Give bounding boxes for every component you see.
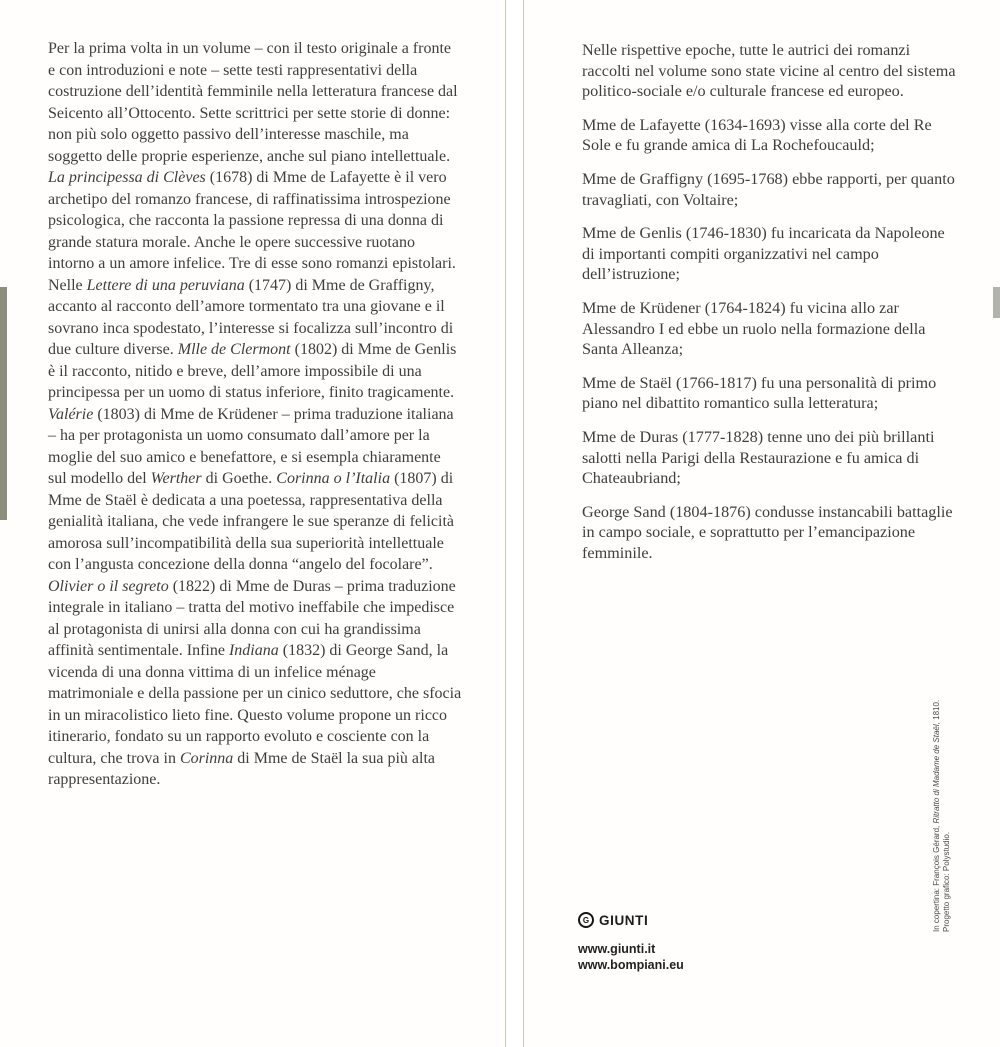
paragraph: Mme de Graffigny (1695-1768) ebbe rapporti, per quanto travagliati, con Voltaire; bbox=[582, 169, 955, 209]
left-flap-text bbox=[48, 38, 462, 791]
url-giunti: www.giunti.it bbox=[578, 942, 656, 956]
right-flap bbox=[524, 0, 1000, 1047]
text-run: di Goethe. bbox=[201, 470, 277, 487]
paragraph: Mme de Genlis (1746-1830) fu incaricata da Napoleone di importanti compiti organizzativi nel campo dell’istruzione; bbox=[582, 224, 945, 284]
left-edge-tab bbox=[0, 287, 7, 520]
text-run: (1803) di Mme de Krüdener – prima traduzione italiana – ha per protagonista un uomo consumato dall’amore per la moglie del suo amico e benefattore, e si esempla chiaramente sul modello del bbox=[48, 405, 454, 487]
italic-title-run: Corinna o l’Italia bbox=[276, 470, 391, 487]
text-run: (1747) di Mme de Graffigny, accanto al racconto dell’amore tormentato tra una giovane e il sovrano inca spodestato, l’interesse si focalizza sull’incontro di due culture diverse. bbox=[48, 276, 454, 358]
text-run: di Mme de Staël la sua più alta rappresentazione. bbox=[48, 749, 436, 788]
text-run: Per la prima volta in un volume – con il testo originale a fronte e con introduzioni e note – sette testi rappresentativi della costruzione dell’identità femminile nella letteratura francese dal Seicento all’Ottocento. Sette scrittrici per sette storie di donne: non più solo oggetto passivo dell’interesse maschile, ma soggetto delle proprie esperienze, anche sul piano intellettuale. bbox=[48, 40, 458, 165]
text-run: , 1810. bbox=[932, 699, 941, 725]
italic-title-run: Olivier o il segreto bbox=[48, 577, 169, 595]
italic-title-run: Mlle de Clermont bbox=[177, 341, 291, 358]
fold-line-left bbox=[505, 0, 506, 1047]
publisher-urls bbox=[578, 941, 684, 973]
paragraph: George Sand (1804-1876) condusse instancabili battaglie in campo sociale, e soprattutto per l’emancipazione femminile. bbox=[582, 502, 953, 562]
italic-title-run: Corinna bbox=[179, 749, 234, 767]
publisher-block bbox=[578, 912, 684, 973]
paragraph: Mme de Staël (1766-1817) fu una personalità di primo piano nel dibattito romantico sulla letteratura; bbox=[582, 373, 937, 413]
right-flap-paragraphs bbox=[582, 40, 958, 576]
credit-line-design: Progetto grafico: Polystudio. bbox=[941, 831, 951, 932]
italic-title-run: Werther bbox=[150, 470, 202, 487]
cover-credits-vertical-text bbox=[932, 700, 951, 932]
fold-line-right bbox=[523, 0, 524, 1047]
text-run: In copertina: François Gérard, bbox=[932, 823, 941, 932]
url-bompiani: www.bompiani.eu bbox=[578, 958, 684, 972]
italic-title-run: La principessa di Clèves bbox=[48, 169, 206, 186]
text-run: (1802) di Mme de Genlis è il racconto, nitido e breve, dell’amore impossibile di una principessa per un uomo di status inferiore, finito tragicamente. bbox=[48, 341, 457, 401]
italic-title-run: Valérie bbox=[48, 405, 94, 423]
italic-title-run: Ritratto di Madame de Staël bbox=[932, 724, 941, 824]
paragraph: Nelle rispettive epoche, tutte le autrici dei romanzi raccolti nel volume sono state vicine al centro del sistema politico-sociale e/o culturale francese ed europeo. bbox=[582, 41, 956, 101]
giunti-logo-icon: G bbox=[578, 912, 594, 928]
credit-line-cover bbox=[932, 700, 942, 932]
text-run: (1807) di Mme de Staël è dedicata a una poetessa, rappresentativa della genialità italiana, che vede infrangere le sue speranze di felicità amorosa sull’incompatibilità della sua superiorità intellettuale con l’angusta concezione della donna “angelo del focolare”. bbox=[48, 470, 455, 573]
giunti-logo bbox=[578, 912, 684, 928]
giunti-logo-text: GIUNTI bbox=[599, 912, 649, 928]
right-edge-tab bbox=[993, 287, 1000, 318]
paragraph: Mme de Krüdener (1764-1824) fu vicina allo zar Alessandro I ed ebbe un ruolo nella formazione della Santa Alleanza; bbox=[582, 298, 926, 359]
text-run: (1822) di Mme de Duras – prima traduzione integrale in italiano – tratta del motivo ineffabile che impedisce al protagonista di unirsi alla donna con cui ha grandissima affinità sentimentale. Infine bbox=[48, 577, 456, 659]
text-run: (1678) di Mme de Lafayette è il vero archetipo del romanzo francese, di raffinatissima introspezione psicologica, che racconta la passione repressa di una donna di grande statura morale. Anche le opere successive ruotano intorno a un amore infelice. Tre di esse sono romanzi epistolari. Nelle bbox=[48, 169, 456, 294]
text-run: (1832) di George Sand, la vicenda di una donna vittima di un infelice ménage matrimoniale e della passione per un cinico seduttore, che sfocia in un miracolistico lieto fine. Questo volume propone un ricco itinerario, fondato su un rapporto evoluto e cosciente con la cultura, che trova in bbox=[48, 642, 462, 767]
italic-title-run: Indiana bbox=[228, 642, 279, 659]
paragraph: Mme de Duras (1777-1828) tenne uno dei più brillanti salotti nella Parigi della Restaurazione e fu amica di Chateaubriand; bbox=[582, 427, 935, 488]
paragraph: Mme de Lafayette (1634-1693) visse alla corte del Re Sole e fu grande amica di La Rochefoucauld; bbox=[582, 115, 932, 155]
italic-title-run: Lettere di una peruviana bbox=[86, 276, 245, 294]
